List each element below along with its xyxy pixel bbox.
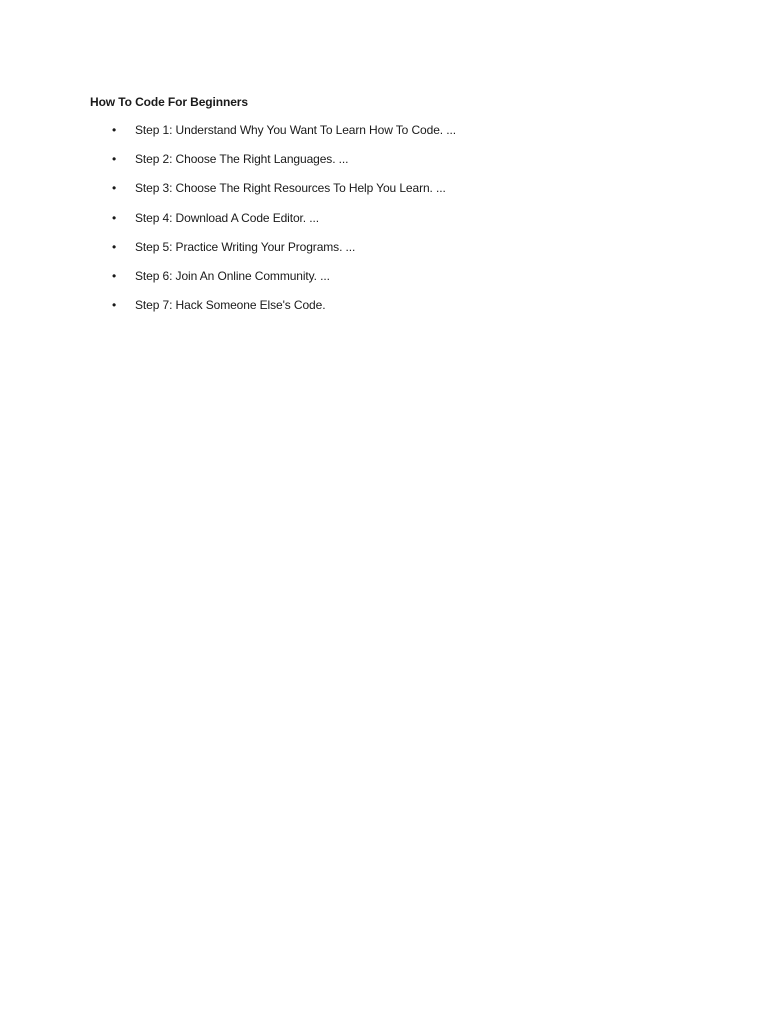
bullet-icon: • — [112, 298, 117, 313]
bullet-icon: • — [112, 181, 117, 196]
bullet-icon: • — [112, 123, 117, 137]
step-text: Step 2: Choose The Right Languages. ... — [135, 152, 349, 167]
step-text: Step 7: Hack Someone Else's Code. — [135, 298, 326, 313]
step-text: Step 3: Choose The Right Resources To Help You Learn. ... — [135, 181, 446, 196]
step-text: Step 1: Understand Why You Want To Learn How To Code. ... — [135, 123, 456, 137]
document-title: How To Code For Beginners — [90, 95, 248, 109]
bullet-icon: • — [112, 152, 117, 167]
bullet-icon: • — [112, 210, 117, 225]
step-text: Step 6: Join An Online Community. ... — [135, 268, 330, 283]
bullet-icon: • — [112, 239, 117, 254]
step-text: Step 4: Download A Code Editor. ... — [135, 210, 319, 225]
step-text: Step 5: Practice Writing Your Programs. ... — [135, 239, 356, 254]
bullet-icon: • — [112, 268, 117, 283]
